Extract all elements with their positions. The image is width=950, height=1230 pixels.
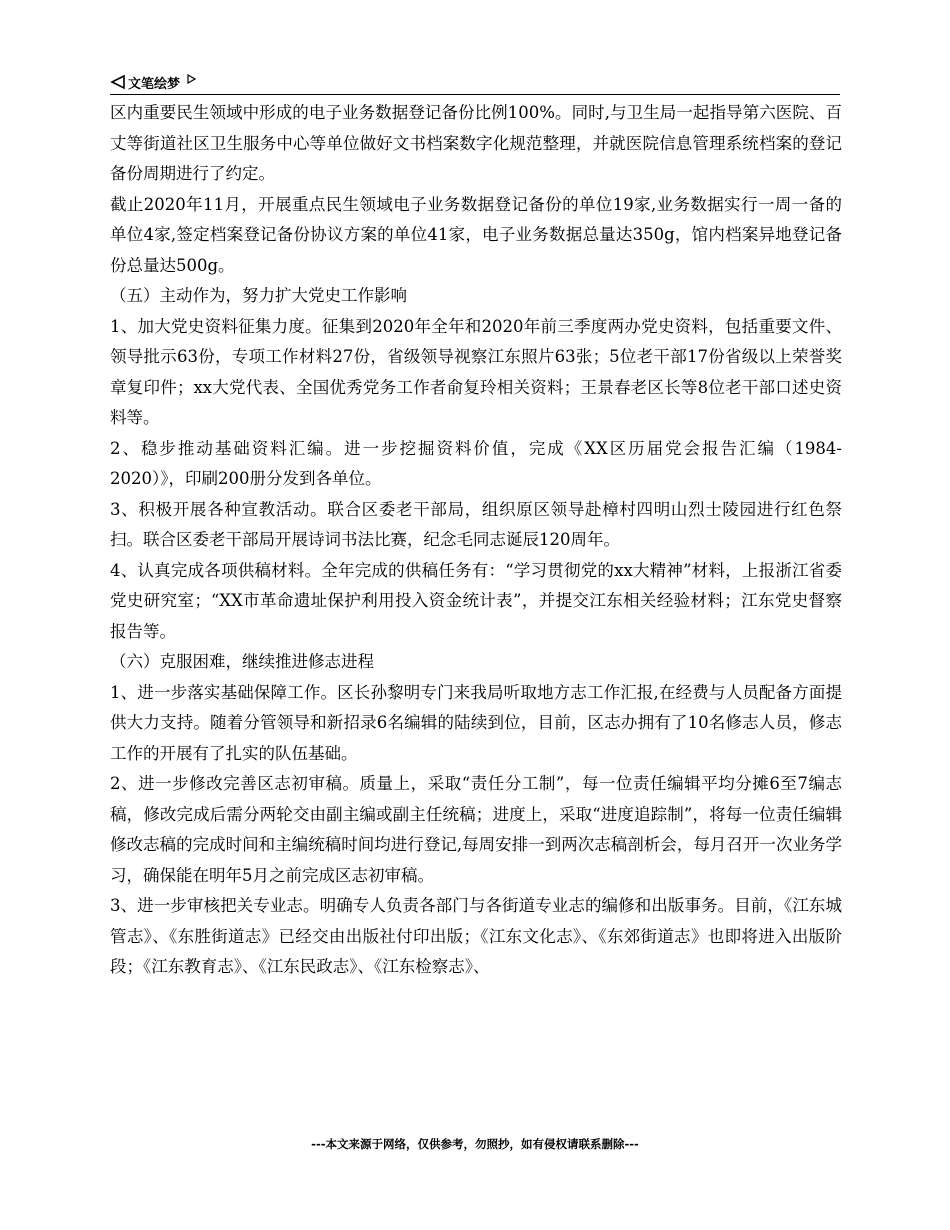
- paragraph: 截止2020年11月，开展重点民生领域电子业务数据登记备份的单位19家,业务数据实行一周一备的单位4家,签定档案登记备份协议方案的单位41家，电子业务数据总量达350g，馆内档案异地登记备份总量达500g。: [110, 194, 842, 275]
- paragraph: 4、认真完成各项供稿材料。全年完成的供稿任务有：“学习贯彻党的xx大精神”材料，上报浙江省委党史研究室；“XX市革命遗址保护利用投入资金统计表”，并提交江东相关经验材料；江东党史督察报告等。: [110, 560, 842, 641]
- paragraph: 3、进一步审核把关专业志。明确专人负责各部门与各街道专业志的编修和出版事务。目前，《江东城管志》、《东胜街道志》已经交由出版社付印出版；《江东文化志》、《东郊街道志》也即将进入出版阶段；《江东教育志》、《江东民政志》、《江东检察志》、: [110, 896, 842, 976]
- paragraph: 1、进一步落实基础保障工作。区长孙黎明专门来我局听取地方志工作汇报,在经费与人员配备方面提供大力支持。随着分管领导和新招录6名编辑的陆续到位，目前，区志办拥有了10名修志人员，修志工作的开展有了扎实的队伍基础。: [110, 682, 842, 763]
- header-rule: [110, 94, 840, 95]
- paragraph: 区内重要民生领域中形成的电子业务数据登记备份比例100%。同时,与卫生局一起指导第六医院、百丈等街道社区卫生服务中心等单位做好文书档案数字化规范整理，并就医院信息管理系统档案的登记备份周期进行了约定。: [110, 103, 842, 183]
- document-body: [110, 98, 842, 983]
- paragraph: 1、加大党史资料征集力度。征集到2020年全年和2020年前三季度两办党史资料，包括重要文件、领导批示63份，专项工作材料27份，省级领导视察江东照片63张；5位老干部17份省级以上荣誉奖章复印件；xx大党代表、全国优秀党务工作者俞复玲相关资料；王景春老区长等8位老干部口述史资料等。: [110, 316, 842, 427]
- page-header: [110, 71, 840, 93]
- header-brand: 文笔绘梦: [128, 76, 181, 92]
- footer-disclaimer: ---本文来源于网络，仅供参考，勿照抄，如有侵权请联系删除---: [311, 1137, 639, 1151]
- paragraph: 3、积极开展各种宣教活动。联合区委老干部局，组织原区领导赴樟村四明山烈士陵园进行红色祭扫。联合区委老干部局开展诗词书法比赛，纪念毛同志诞辰120周年。: [110, 499, 842, 549]
- left-triangle-icon: [110, 74, 126, 90]
- section-heading: （六）克服困难，继续推进修志进程: [110, 652, 374, 671]
- paragraph: 2、稳步推动基础资料汇编。进一步挖掘资料价值，完成《XX区历届党会报告汇编（1984-2020）》，印刷200册分发到各单位。: [110, 438, 842, 488]
- section-heading: （五）主动作为，努力扩大党史工作影响: [110, 286, 407, 305]
- paragraph: 2、进一步修改完善区志初审稿。质量上，采取“责任分工制”，每一位责任编辑平均分摊6至7编志稿，修改完成后需分两轮交由副主编或副主任统稿；进度上，采取“进度追踪制”，将每一位责任编辑修改志稿的完成时间和主编统稿时间均进行登记,每周安排一到两次志稿剖析会，每月召开一次业务学习，确保能在明年5月之前完成区志初审稿。: [110, 774, 842, 885]
- right-triangle-icon: [186, 74, 196, 84]
